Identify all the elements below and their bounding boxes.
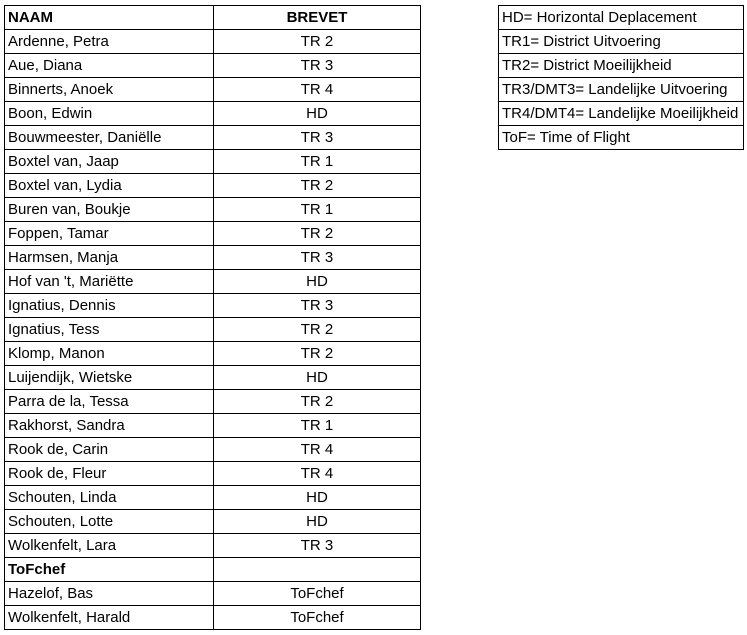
legend-table: [498, 5, 744, 150]
name-cell: Wolkenfelt, Harald: [5, 606, 214, 630]
brevet-cell: ToFchef: [214, 606, 421, 630]
name-cell: Parra de la, Tessa: [5, 390, 214, 414]
legend-row: [499, 6, 744, 30]
brevet-cell: TR 2: [214, 318, 421, 342]
name-cell: Boon, Edwin: [5, 102, 214, 126]
name-cell: Bouwmeester, Daniëlle: [5, 126, 214, 150]
name-cell: Harmsen, Manja: [5, 246, 214, 270]
brevet-cell: TR 3: [214, 54, 421, 78]
name-cell: Boxtel van, Jaap: [5, 150, 214, 174]
brevet-cell: TR 1: [214, 414, 421, 438]
legend-row: [499, 78, 744, 102]
table-row: [5, 366, 421, 390]
name-cell: Rook de, Carin: [5, 438, 214, 462]
table-row: [5, 582, 421, 606]
table-row: [5, 414, 421, 438]
table-row: [5, 150, 421, 174]
name-cell: Buren van, Boukje: [5, 198, 214, 222]
name-cell: Ardenne, Petra: [5, 30, 214, 54]
name-cell: Boxtel van, Lydia: [5, 174, 214, 198]
header-brevet: BREVET: [214, 6, 421, 30]
table-row: [5, 510, 421, 534]
brevet-table: [4, 5, 421, 630]
brevet-cell: TR 3: [214, 126, 421, 150]
table-row: [5, 126, 421, 150]
brevet-cell: TR 4: [214, 78, 421, 102]
table-row: [5, 486, 421, 510]
brevet-cell: TR 4: [214, 438, 421, 462]
legend-item: TR3/DMT3= Landelijke Uitvoering: [499, 78, 744, 102]
legend-item: HD= Horizontal Deplacement: [499, 6, 744, 30]
legend-row: [499, 102, 744, 126]
name-cell: Binnerts, Anoek: [5, 78, 214, 102]
legend-row: [499, 54, 744, 78]
header-naam: NAAM: [5, 6, 214, 30]
brevet-cell: TR 2: [214, 342, 421, 366]
table-row: [5, 102, 421, 126]
legend-row: [499, 30, 744, 54]
table-row: [5, 78, 421, 102]
legend-row: [499, 126, 744, 150]
name-cell: Rakhorst, Sandra: [5, 414, 214, 438]
header-row: [5, 6, 421, 30]
brevet-cell: HD: [214, 366, 421, 390]
brevet-cell: TR 2: [214, 30, 421, 54]
brevet-cell: HD: [214, 486, 421, 510]
table-row: [5, 30, 421, 54]
name-cell: Schouten, Linda: [5, 486, 214, 510]
name-cell: Foppen, Tamar: [5, 222, 214, 246]
brevet-cell: TR 4: [214, 462, 421, 486]
name-cell: Luijendijk, Wietske: [5, 366, 214, 390]
brevet-cell: TR 1: [214, 150, 421, 174]
brevet-cell: [214, 558, 421, 582]
name-cell: Rook de, Fleur: [5, 462, 214, 486]
table-row: [5, 534, 421, 558]
table-row: [5, 294, 421, 318]
table-row: [5, 270, 421, 294]
name-cell: Hof van 't, Mariëtte: [5, 270, 214, 294]
brevet-cell: TR 3: [214, 534, 421, 558]
table-row: [5, 174, 421, 198]
table-row: [5, 198, 421, 222]
table-row: [5, 390, 421, 414]
brevet-cell: HD: [214, 102, 421, 126]
legend-item: ToF= Time of Flight: [499, 126, 744, 150]
brevet-cell: TR 2: [214, 390, 421, 414]
name-cell: Hazelof, Bas: [5, 582, 214, 606]
brevet-cell: TR 3: [214, 246, 421, 270]
name-cell: Schouten, Lotte: [5, 510, 214, 534]
table-row: [5, 222, 421, 246]
brevet-cell: HD: [214, 510, 421, 534]
name-cell: Aue, Diana: [5, 54, 214, 78]
table-row: [5, 342, 421, 366]
table-row: [5, 246, 421, 270]
brevet-cell: TR 2: [214, 222, 421, 246]
name-cell: Wolkenfelt, Lara: [5, 534, 214, 558]
legend-item: TR2= District Moeilijkheid: [499, 54, 744, 78]
name-cell: Ignatius, Tess: [5, 318, 214, 342]
name-cell: Ignatius, Dennis: [5, 294, 214, 318]
table-row: [5, 462, 421, 486]
brevet-cell: HD: [214, 270, 421, 294]
legend-item: TR4/DMT4= Landelijke Moeilijkheid: [499, 102, 744, 126]
brevet-cell: TR 1: [214, 198, 421, 222]
brevet-cell: TR 2: [214, 174, 421, 198]
name-cell: Klomp, Manon: [5, 342, 214, 366]
table-row: [5, 606, 421, 630]
legend-item: TR1= District Uitvoering: [499, 30, 744, 54]
table-row: [5, 54, 421, 78]
name-cell: ToFchef: [5, 558, 214, 582]
table-row: [5, 318, 421, 342]
table-row: [5, 438, 421, 462]
brevet-cell: TR 3: [214, 294, 421, 318]
brevet-cell: ToFchef: [214, 582, 421, 606]
section-header-row: [5, 558, 421, 582]
